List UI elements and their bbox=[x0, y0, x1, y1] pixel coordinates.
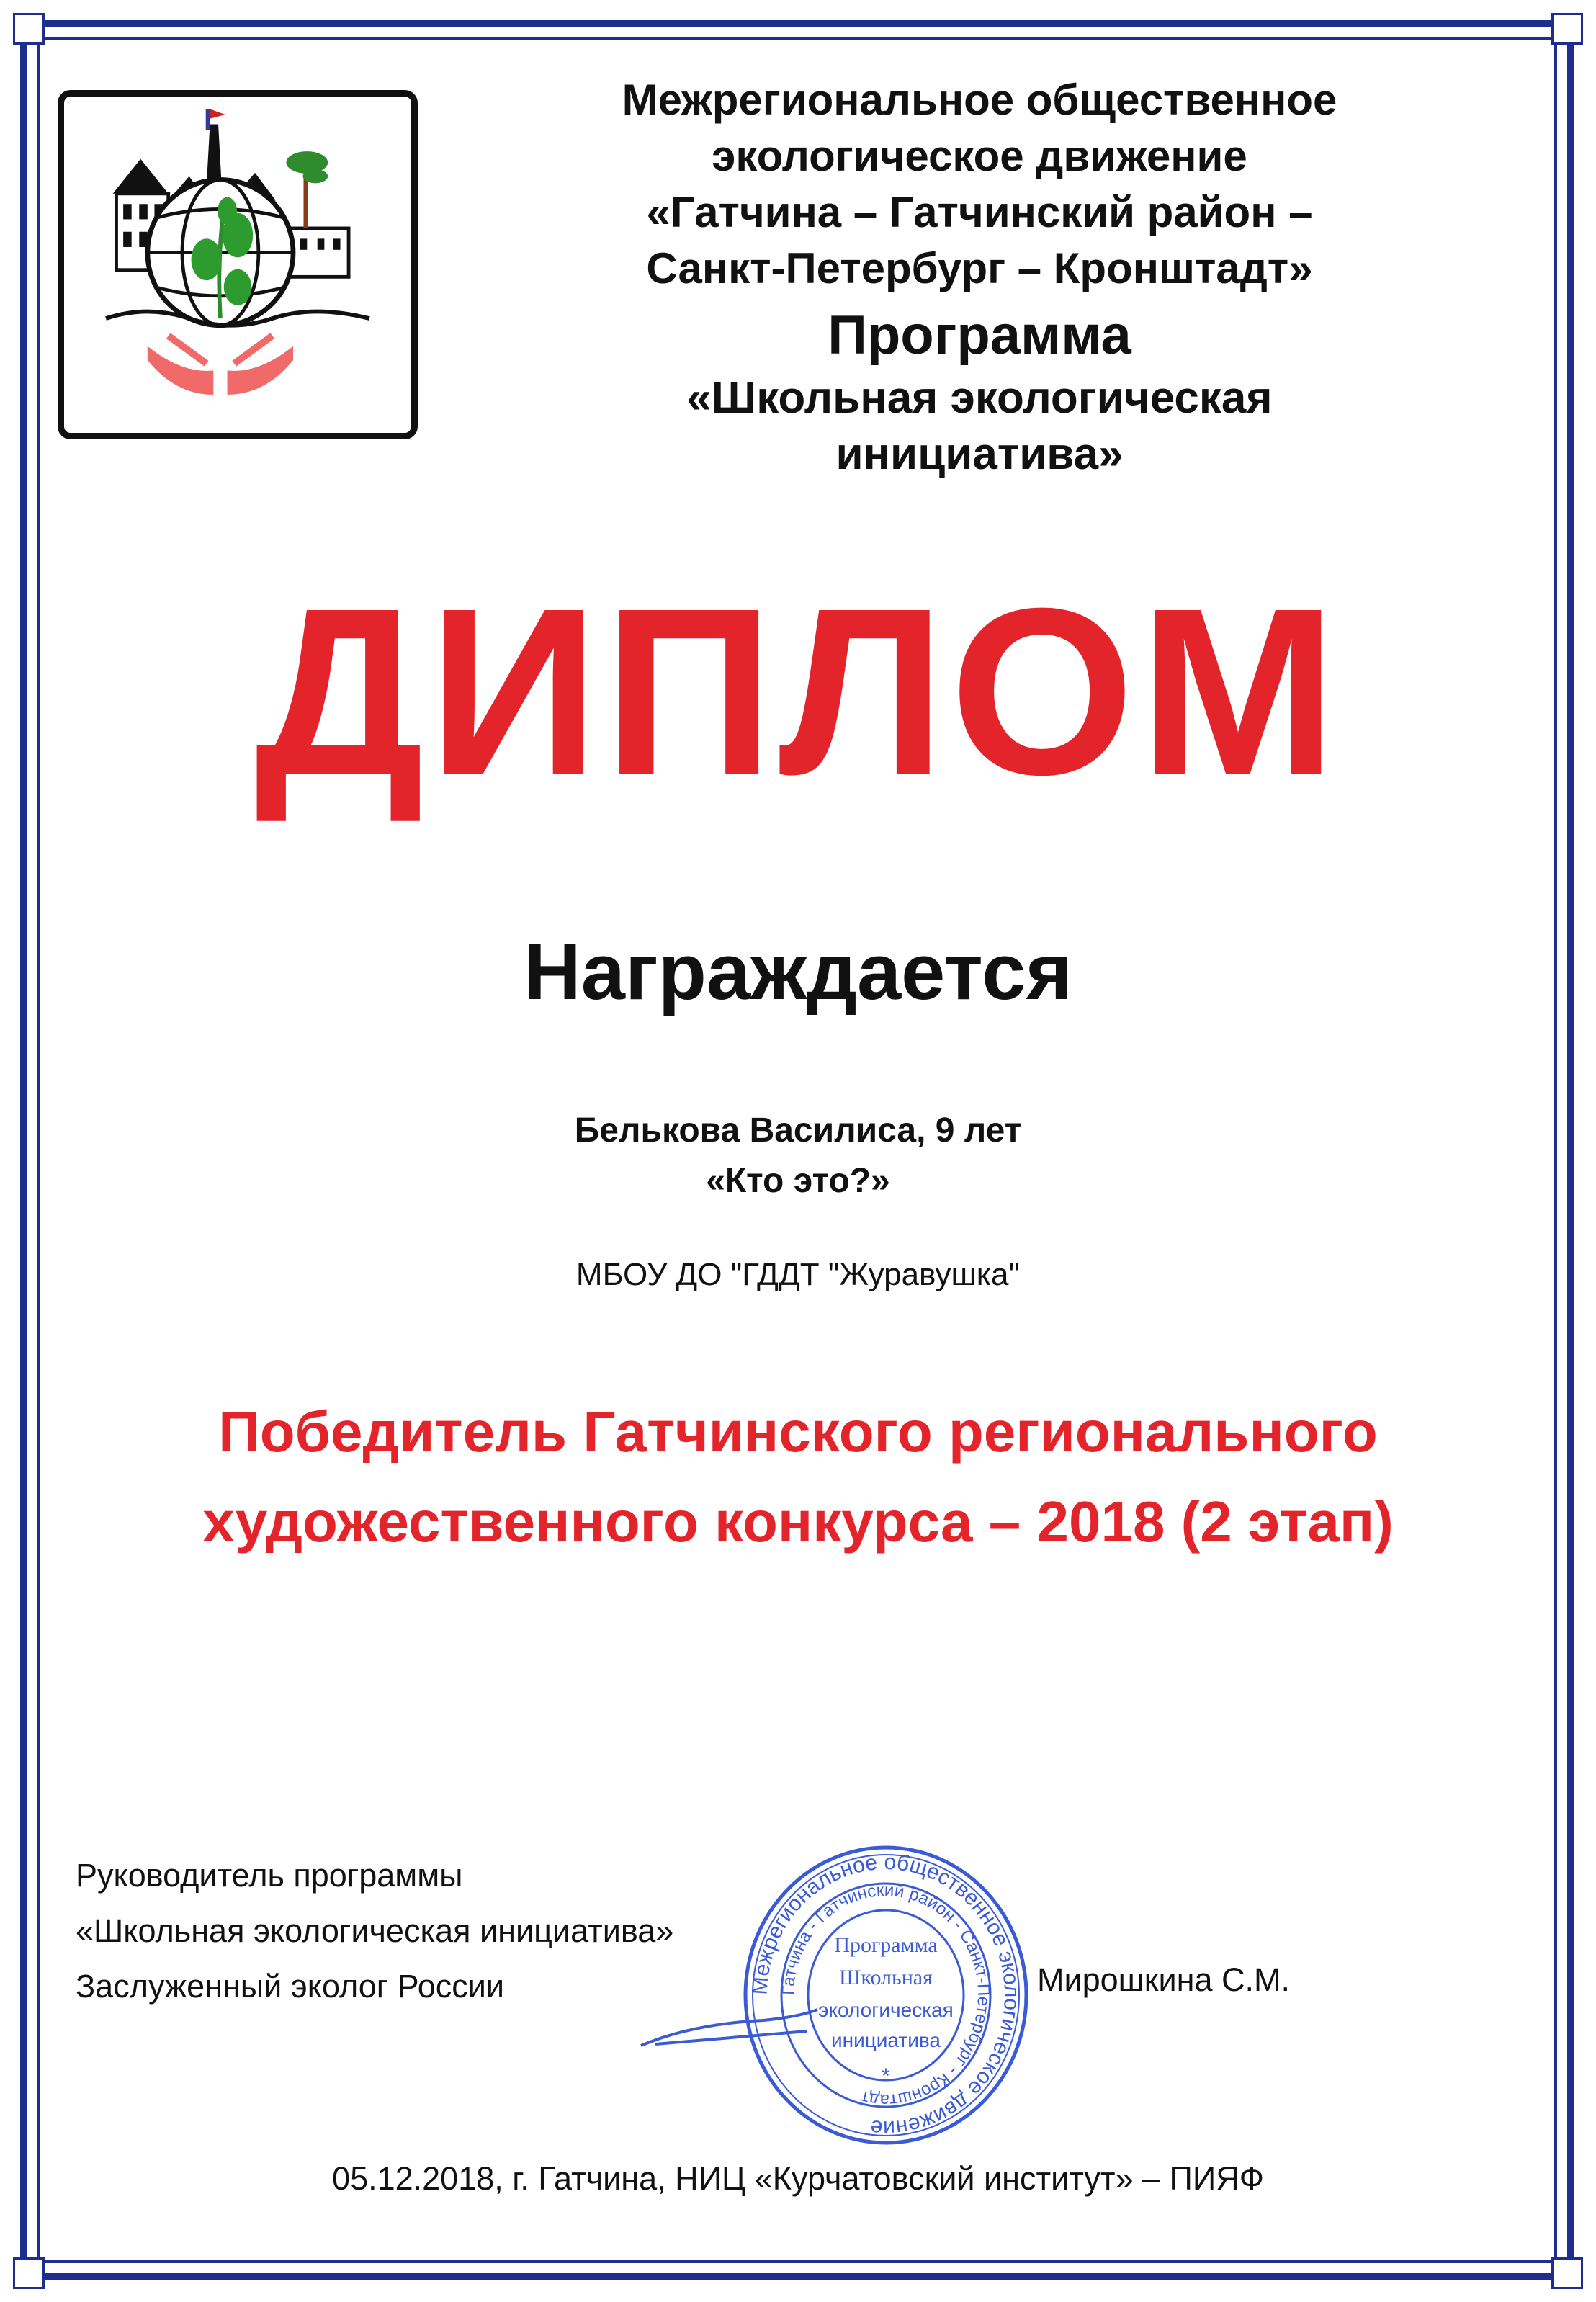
stamp-center-line: Программа bbox=[834, 1933, 938, 1957]
signature-block bbox=[76, 1848, 673, 2014]
stamp-star: * bbox=[882, 2064, 890, 2088]
frame-corner bbox=[1551, 13, 1583, 45]
recipient-name-age: Белькова Василиса, 9 лет bbox=[574, 1111, 1022, 1150]
stamp-outer-text: Межрегиональное общественное экологическое движение bbox=[748, 1850, 1024, 2141]
program-name-line: инициатива» bbox=[835, 429, 1124, 479]
handwritten-signature-icon bbox=[634, 2002, 821, 2060]
signature-line: «Школьная экологическая инициатива» bbox=[76, 1912, 674, 1949]
award-line: художественного конкурса – 2018 (2 этап) bbox=[202, 1490, 1394, 1554]
stamp-center-line: экологическая bbox=[818, 1999, 954, 2021]
org-name-line: «Гатчина – Гатчинский район – bbox=[646, 188, 1313, 236]
org-name-line: экологическое движение bbox=[712, 132, 1247, 180]
frame-corner bbox=[13, 13, 45, 45]
work-title: «Кто это?» bbox=[706, 1162, 890, 1200]
program-name-line: «Школьная экологическая bbox=[686, 373, 1273, 423]
stamp-center-line: инициатива bbox=[831, 2029, 941, 2051]
eco-movement-logo-icon bbox=[58, 90, 418, 439]
program-label: Программа bbox=[828, 305, 1131, 366]
frame-corner bbox=[1551, 2257, 1583, 2289]
institution: МБОУ ДО "ГДДТ "Журавушка" bbox=[575, 1257, 1021, 1292]
award-text bbox=[0, 1387, 1596, 1567]
award-line: Победитель Гатчинского регионального bbox=[218, 1399, 1378, 1464]
signature-line: Руководитель программы bbox=[76, 1857, 463, 1894]
stamp-inner-text: Гатчина - Гатчинский район - Санкт-Петербург - Кронштадт bbox=[778, 1880, 994, 2110]
signer-name: Мирошкина С.М. bbox=[1037, 1961, 1290, 1998]
header bbox=[447, 72, 1512, 483]
frame-corner bbox=[13, 2257, 45, 2289]
signature-line: Заслуженный эколог России bbox=[76, 1968, 505, 2005]
org-name-line: Межрегиональное общественное bbox=[622, 76, 1337, 124]
footer-date-place: 05.12.2018, г. Гатчина, НИЦ «Курчатовский институт» – ПИЯФ bbox=[332, 2160, 1264, 2197]
recipient bbox=[0, 1106, 1596, 1206]
org-name-line: Санкт-Петербург – Кронштадт» bbox=[646, 244, 1313, 292]
awarded-label: Награждается bbox=[524, 928, 1072, 1016]
diploma-title: ДИПЛОМ bbox=[254, 558, 1342, 824]
stamp-center-line: Школьная bbox=[839, 1966, 933, 1989]
round-seal-icon bbox=[742, 1844, 1030, 2146]
